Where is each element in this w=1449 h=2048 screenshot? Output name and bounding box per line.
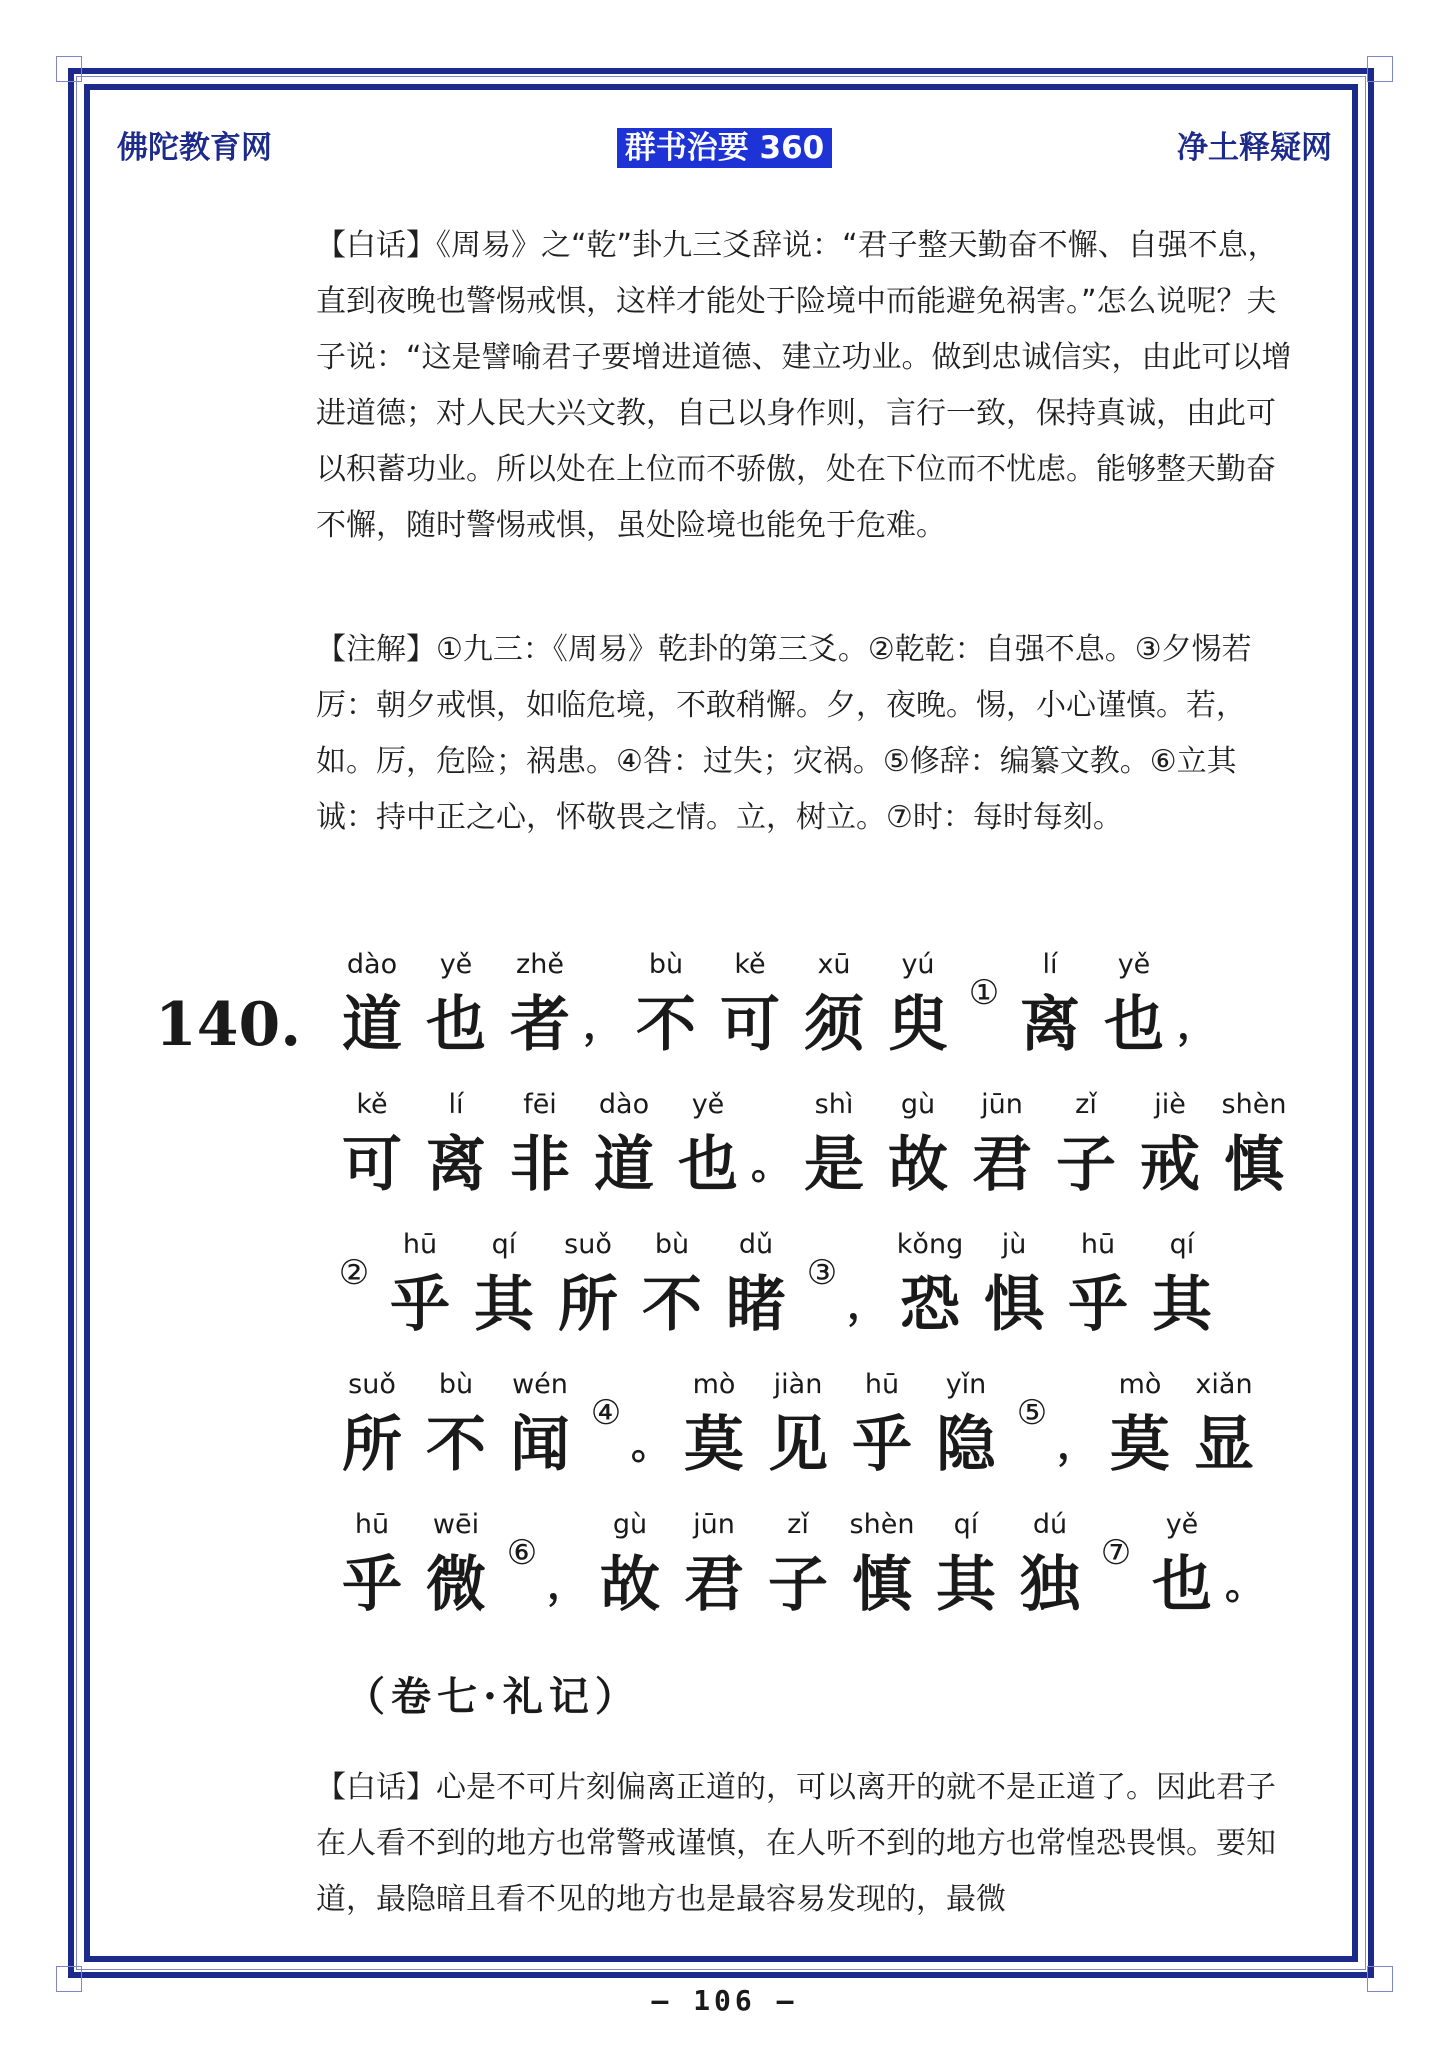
pinyin: jiàn [773, 1369, 823, 1400]
hanzi: 独 [1020, 1550, 1080, 1620]
hanzi: 莫 [684, 1410, 744, 1480]
hanzi: 乎 [342, 1550, 402, 1620]
pinyin: dào [598, 1089, 650, 1120]
vernacular-translation-2: 【白话】心是不可片刻偏离正道的，可以离开的就不是正道了。因此君子在人看不到的地方也常警戒谨慎，在人听不到的地方也常惶恐畏惧。要知道，最隐暗且看不见的地方也是最容易发现的，最微 [316, 1770, 1276, 1917]
verse-character [840, 1505, 924, 1625]
hanzi: 莫 [1110, 1410, 1170, 1480]
hanzi: 其 [936, 1550, 996, 1620]
pinyin: yú [901, 949, 935, 980]
corner-ornament [1367, 56, 1393, 82]
pinyin: hū [1080, 1229, 1116, 1260]
pinyin: qí [953, 1509, 979, 1540]
footnote-marker: ④ [590, 1393, 622, 1433]
hanzi: 见 [768, 1410, 828, 1480]
verse-punctuation: 。 [631, 1421, 671, 1468]
hanzi: 可 [342, 1130, 402, 1200]
verse-character [672, 1505, 756, 1625]
pinyin: dú [1032, 1509, 1068, 1540]
hanzi: 君 [972, 1130, 1032, 1200]
pinyin: jiè [1154, 1089, 1186, 1120]
pinyin: kě [734, 949, 766, 980]
verse-punctuation: ， [547, 1561, 587, 1608]
verse-character [792, 1085, 876, 1205]
pinyin: gù [612, 1509, 648, 1540]
verse-character [330, 945, 414, 1065]
pinyin: yǐn [945, 1369, 987, 1400]
verse-punctuation: ， [847, 1281, 887, 1328]
pinyin: yě [1117, 949, 1151, 980]
pinyin: suǒ [348, 1369, 396, 1400]
hanzi: 慎 [852, 1550, 912, 1620]
hanzi: 道 [342, 990, 402, 1060]
hanzi: 显 [1194, 1410, 1254, 1480]
hanzi: 不 [426, 1410, 486, 1480]
pinyin: shèn [1221, 1089, 1287, 1120]
verse-line [155, 1485, 1355, 1625]
pinyin: shì [814, 1089, 854, 1120]
pinyin: hū [864, 1369, 900, 1400]
pinyin: wén [512, 1369, 568, 1400]
verse-character [840, 1365, 924, 1485]
pinyin: hū [402, 1229, 438, 1260]
hanzi: 隐 [936, 1410, 996, 1480]
verse-line [155, 1205, 1355, 1345]
verse-character [462, 1225, 546, 1345]
pinyin: yě [1165, 1509, 1199, 1540]
verse-punctuation: 。 [751, 1141, 791, 1188]
pinyin: gù [900, 1089, 936, 1120]
pinyin: zhě [516, 949, 564, 980]
verse-character [630, 1225, 714, 1345]
annotation-notes: 【注解】①九三：《周易》乾卦的第三爻。②乾乾：自强不息。③夕惕若厉：朝夕戒惧，如临危境，不敢稍懈。夕，夜晚。惕，小心谨慎。若，如。厉，危险；祸患。④咎：过失；灾祸。⑤修辞：编纂文教。⑥立其诚：持中正之心，怀敬畏之情。立，树立。⑦时：每时每刻。 [316, 632, 1252, 835]
hanzi: 也 [1152, 1550, 1212, 1620]
verse-character [498, 945, 582, 1065]
verse-character [1140, 1225, 1224, 1345]
header-title-highlight: 群书治要 360 [617, 128, 833, 168]
hanzi: 子 [1056, 1130, 1116, 1200]
hanzi: 乎 [1068, 1270, 1128, 1340]
corner-ornament [56, 56, 82, 82]
hanzi: 不 [636, 990, 696, 1060]
hanzi: 微 [426, 1550, 486, 1620]
hanzi: 其 [474, 1270, 534, 1340]
footnote-marker: ⑦ [1100, 1533, 1132, 1573]
pinyin: qí [491, 1229, 517, 1260]
pinyin: bù [648, 949, 684, 980]
pinyin: xū [817, 949, 851, 980]
verse-character [1044, 1085, 1128, 1205]
verse-character [1182, 1365, 1266, 1485]
pinyin: kǒng [896, 1229, 964, 1260]
pinyin: wēi [432, 1509, 480, 1540]
pinyin: suǒ [564, 1229, 612, 1260]
verse-character [666, 1085, 750, 1205]
pinyin: lí [1042, 949, 1058, 980]
hanzi: 闻 [510, 1410, 570, 1480]
hanzi: 不 [642, 1270, 702, 1340]
verse-character [672, 1365, 756, 1485]
verse-punctuation: 。 [1225, 1561, 1265, 1608]
verse-character [414, 1365, 498, 1485]
hanzi: 故 [600, 1550, 660, 1620]
pinyin: jūn [693, 1509, 735, 1540]
hanzi: 惧 [984, 1270, 1044, 1340]
pinyin: mò [692, 1369, 736, 1400]
verse-character [498, 1365, 582, 1485]
verse-character [498, 1085, 582, 1205]
hanzi: 其 [1152, 1270, 1212, 1340]
hanzi: 所 [558, 1270, 618, 1340]
verse-character [330, 1505, 414, 1625]
pinyin: mò [1118, 1369, 1162, 1400]
verse-character [876, 1085, 960, 1205]
hanzi: 也 [678, 1130, 738, 1200]
hanzi: 慎 [1224, 1130, 1284, 1200]
verse-character [1128, 1085, 1212, 1205]
verse-character [624, 945, 708, 1065]
verse-character [756, 1365, 840, 1485]
verse-character [714, 1225, 798, 1345]
hanzi: 君 [684, 1550, 744, 1620]
header-right-site: 净土释疑网 [1177, 130, 1332, 166]
verse-character [330, 1365, 414, 1485]
pinyin: bù [438, 1369, 474, 1400]
verse-line [155, 1065, 1355, 1205]
pinyin: shèn [849, 1509, 915, 1540]
verse-punctuation: ， [1057, 1421, 1097, 1468]
pinyin: yě [691, 1089, 725, 1120]
hanzi: 者 [510, 990, 570, 1060]
verse-character [1092, 945, 1176, 1065]
hanzi: 离 [1020, 990, 1080, 1060]
pinyin: fēi [523, 1089, 557, 1120]
hanzi: 非 [510, 1130, 570, 1200]
pinyin: jūn [981, 1089, 1023, 1120]
verse-character [792, 945, 876, 1065]
hanzi: 可 [720, 990, 780, 1060]
verse-character [876, 945, 960, 1065]
verse-character [330, 1085, 414, 1205]
verse-character [972, 1225, 1056, 1345]
header-left-site: 佛陀教育网 [117, 130, 272, 166]
hanzi: 恐 [900, 1270, 960, 1340]
hanzi: 乎 [852, 1410, 912, 1480]
footnote-marker: ⑥ [506, 1533, 538, 1573]
pinyin: dào [346, 949, 398, 980]
verse-character [756, 1505, 840, 1625]
classical-verse-140 [155, 925, 1355, 1625]
verse-character [1140, 1505, 1224, 1625]
verse-line [155, 1345, 1355, 1485]
hanzi: 戒 [1140, 1130, 1200, 1200]
footnote-marker: ③ [806, 1253, 838, 1293]
verse-character [582, 1085, 666, 1205]
pinyin: jù [1001, 1229, 1027, 1260]
pinyin: kě [356, 1089, 388, 1120]
hanzi: 是 [804, 1130, 864, 1200]
footnote-marker: ⑤ [1016, 1393, 1048, 1433]
hanzi: 也 [426, 990, 486, 1060]
hanzi: 离 [426, 1130, 486, 1200]
footnote-marker: ② [338, 1253, 370, 1293]
verse-character [960, 1085, 1044, 1205]
page-number: – 106 – [651, 1984, 798, 2017]
pinyin: xiǎn [1195, 1369, 1253, 1400]
pinyin: zǐ [1075, 1089, 1097, 1120]
pinyin: zǐ [787, 1509, 809, 1540]
verse-character [414, 1085, 498, 1205]
verse-character [378, 1225, 462, 1345]
pinyin: yě [439, 949, 473, 980]
pinyin: qí [1169, 1229, 1195, 1260]
hanzi: 乎 [390, 1270, 450, 1340]
footnote-marker: ① [968, 973, 1000, 1013]
verse-character [1056, 1225, 1140, 1345]
pinyin: hū [354, 1509, 390, 1540]
verse-character [414, 945, 498, 1065]
verse-character [414, 1505, 498, 1625]
verse-character [1098, 1365, 1182, 1485]
hanzi: 臾 [888, 990, 948, 1060]
hanzi: 也 [1104, 990, 1164, 1060]
verse-character [1008, 1505, 1092, 1625]
pinyin: dǔ [738, 1229, 774, 1260]
pinyin: bù [654, 1229, 690, 1260]
verse-character [888, 1225, 972, 1345]
source-citation: （卷七·礼记） [345, 1673, 641, 1720]
verse-character [588, 1505, 672, 1625]
verse-character [1212, 1085, 1296, 1205]
verse-character [546, 1225, 630, 1345]
hanzi: 睹 [726, 1270, 786, 1340]
hanzi: 道 [594, 1130, 654, 1200]
verse-punctuation: ， [583, 1001, 623, 1048]
hanzi: 子 [768, 1550, 828, 1620]
verse-character [708, 945, 792, 1065]
hanzi: 须 [804, 990, 864, 1060]
pinyin: lí [448, 1089, 464, 1120]
verse-character [1008, 945, 1092, 1065]
verse-character [924, 1365, 1008, 1485]
verse-punctuation: ， [1177, 1001, 1217, 1048]
vernacular-translation-1: 【白话】《周易》之“乾”卦九三爻辞说：“君子整天勤奋不懈、自强不息，直到夜晚也警惕戒惧，这样才能处于险境中而能避免祸害。”怎么说呢？夫子说：“这是譬喻君子要增进道德、建立功业。做到忠诚信实，由此可以增进道德；对人民大兴文教，自己以身作则，言行一致，保持真诚，由此可以积蓄功业。所以处在上位而不骄傲，处在下位而不忧虑。能够整天勤奋不懈，随时警惕戒惧，虽处险境也能免于危难。 [316, 228, 1292, 543]
hanzi: 故 [888, 1130, 948, 1200]
hanzi: 所 [342, 1410, 402, 1480]
verse-line [155, 925, 1355, 1065]
verse-character [924, 1505, 1008, 1625]
verse-number: 140. [155, 990, 302, 1060]
